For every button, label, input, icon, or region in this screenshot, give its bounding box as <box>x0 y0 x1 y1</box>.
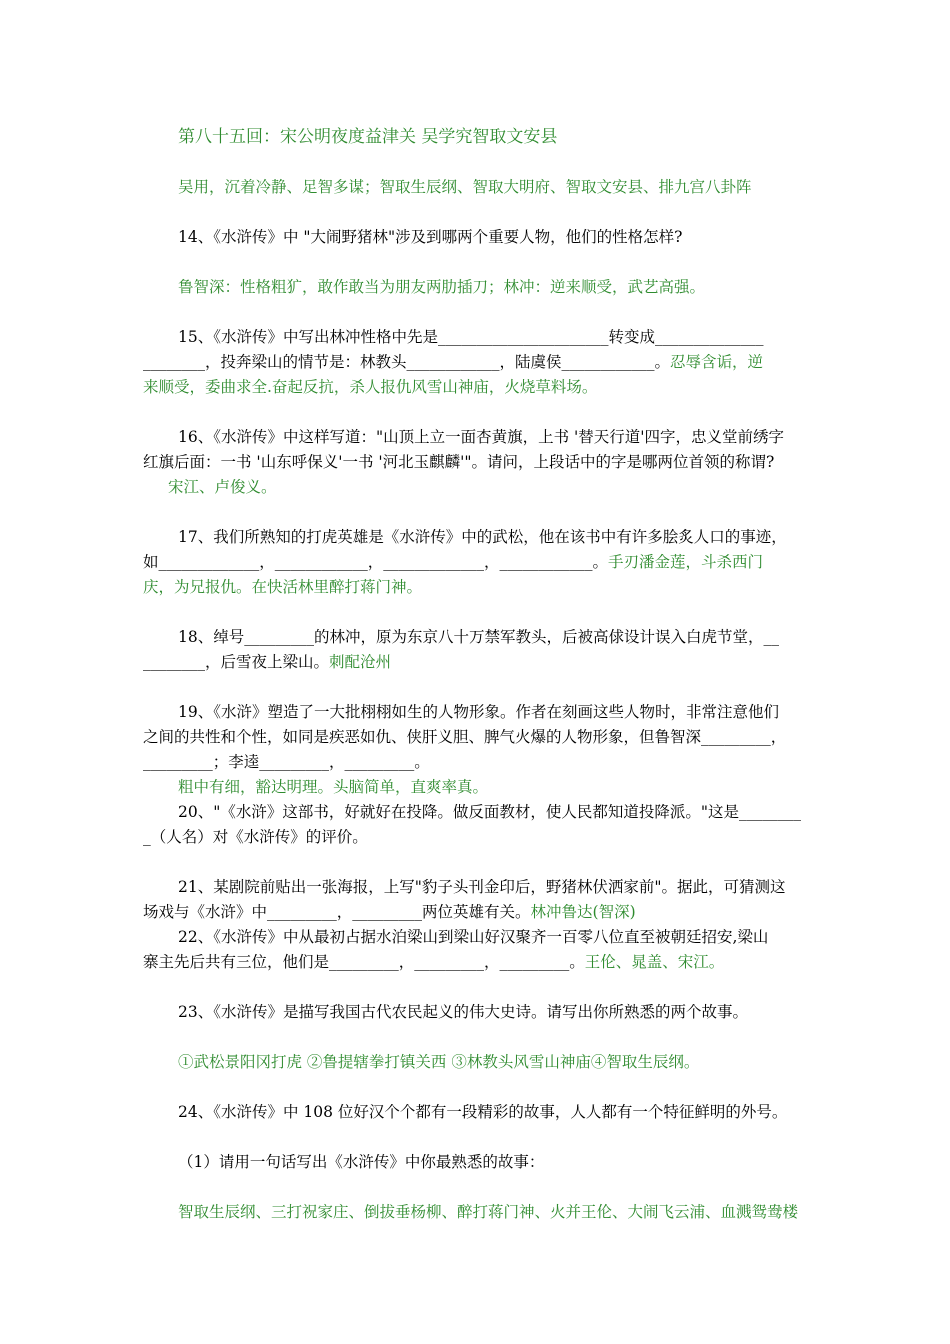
answer-23: ①武松景阳冈打虎 ②鲁提辖拳打镇关西 ③林教头风雪山神庙④智取生辰纲。 <box>178 1053 700 1071</box>
question-22-line-1: 22、《水浒传》中从最初占据水泊梁山到梁山好汉聚齐一百零八位直至被朝廷招安,梁山 <box>178 928 769 946</box>
question-16-line-1: 16、《水浒传》中这样写道："山顶上立一面杏黄旗，上书 '替天行道'四字，忠义堂前绣字 <box>178 428 785 446</box>
answer-19: 粗中有细，豁达明理。头脑简单，直爽率真。 <box>178 778 489 796</box>
answer-18: 刺配沧州 <box>329 653 392 671</box>
question-17-line-1: 17、我们所熟知的打虎英雄是《水浒传》中的武松，他在该书中有许多脍炙人口的事迹， <box>178 528 787 546</box>
question-21-line-1: 21、某剧院前贴出一张海报，上写"豹子头刊金印后，野猪林伏洒家前"。据此，可猜测这 <box>178 878 786 896</box>
question-15-line-1: 15、《水浒传》中写出林冲性格中先是______________________转变成______________ <box>178 328 764 346</box>
answer-24-part-1: 智取生辰纲、三打祝家庄、倒拔垂杨柳、醉打蒋门神、火并王伦、大闹飞云浦、血溅鸳鸯楼 <box>178 1203 799 1221</box>
answer-17-line-3: 庆，为兄报仇。在快活林里醉打蒋门神。 <box>143 578 423 596</box>
answer-14: 鲁智深：性格粗犷，敢作敢当为朋友两肋插刀；林冲：逆来顺受，武艺高强。 <box>178 278 706 296</box>
question-21-line-2 <box>143 901 636 923</box>
answer-17-start: 手刃潘金莲，斗杀西门 <box>608 553 764 571</box>
answer-16: 宋江、卢俊义。 <box>168 478 277 496</box>
question-15-line-2 <box>143 351 763 373</box>
question-17-text: 如_____________，____________，_____________，____________。 <box>143 553 609 571</box>
question-19-line-2: 之间的共性和个性，如同是疾恶如仇、侠肝义胆、脾气火爆的人物形象，但鲁智深_________， <box>143 728 787 746</box>
question-19-line-3: _________；李逵_________，_________。 <box>143 753 430 771</box>
answer-15-line-3: 来顺受，委曲求全.奋起反抗，杀人报仇风雪山神庙，火烧草料场。 <box>143 378 598 396</box>
chapter-title: 第八十五回：宋公明夜度益津关 吴学究智取文安县 <box>178 127 558 147</box>
question-22-text: 寨主先后共有三位，他们是_________，_________，_________。 <box>143 953 585 971</box>
question-24: 24、《水浒传》中 108 位好汉个个都有一段精彩的故事，人人都有一个特征鲜明的外号。 <box>178 1103 788 1121</box>
question-15-text: ________，投奔梁山的情节是：林教头____________，陆虞侯____________。 <box>143 353 671 371</box>
question-18-line-2 <box>143 651 391 673</box>
question-22-line-2 <box>143 951 724 973</box>
question-14: 14、《水浒传》中 "大闹野猪林"涉及到哪两个重要人物，他们的性格怎样? <box>178 228 683 246</box>
question-18-text: ________，后雪夜上梁山。 <box>143 653 330 671</box>
question-20-line-1: 20、"《水浒》这部书，好就好在投降。做反面教材，使人民都知道投降派。"这是________ <box>178 803 801 821</box>
question-16-line-2: 红旗后面：一书 '山东呼保义'一书 '河北玉麒麟'"。请问，上段话中的字是哪两位首领的称谓? <box>143 453 775 471</box>
question-18-line-1: 18、绰号_________的林冲，原为东京八十万禁军教头，后被高俅设计误入白虎节堂，__ <box>178 628 779 646</box>
question-20-line-2: _（人名）对《水浒传》的评价。 <box>143 828 368 846</box>
wu-yong-answer: 吴用，沉着冷静、足智多谋；智取生辰纲、智取大明府、智取文安县、排九宫八卦阵 <box>178 178 752 196</box>
answer-15-start: 忍辱含诟，逆 <box>670 353 764 371</box>
question-24-part-1: （1）请用一句话写出《水浒传》中你最熟悉的故事： <box>178 1153 545 1171</box>
answer-22: 王伦、晁盖、宋江。 <box>584 953 725 971</box>
answer-21: 林冲鲁达(智深) <box>530 903 636 921</box>
question-23: 23、《水浒传》是描写我国古代农民起义的伟大史诗。请写出你所熟悉的两个故事。 <box>178 1003 748 1021</box>
question-21-text: 场戏与《水浒》中_________，_________两位英雄有关。 <box>143 903 531 921</box>
question-19-line-1: 19、《水浒》塑造了一大批栩栩如生的人物形象。作者在刻画这些人物时，非常注意他们 <box>178 703 779 721</box>
question-17-line-2 <box>143 551 763 573</box>
